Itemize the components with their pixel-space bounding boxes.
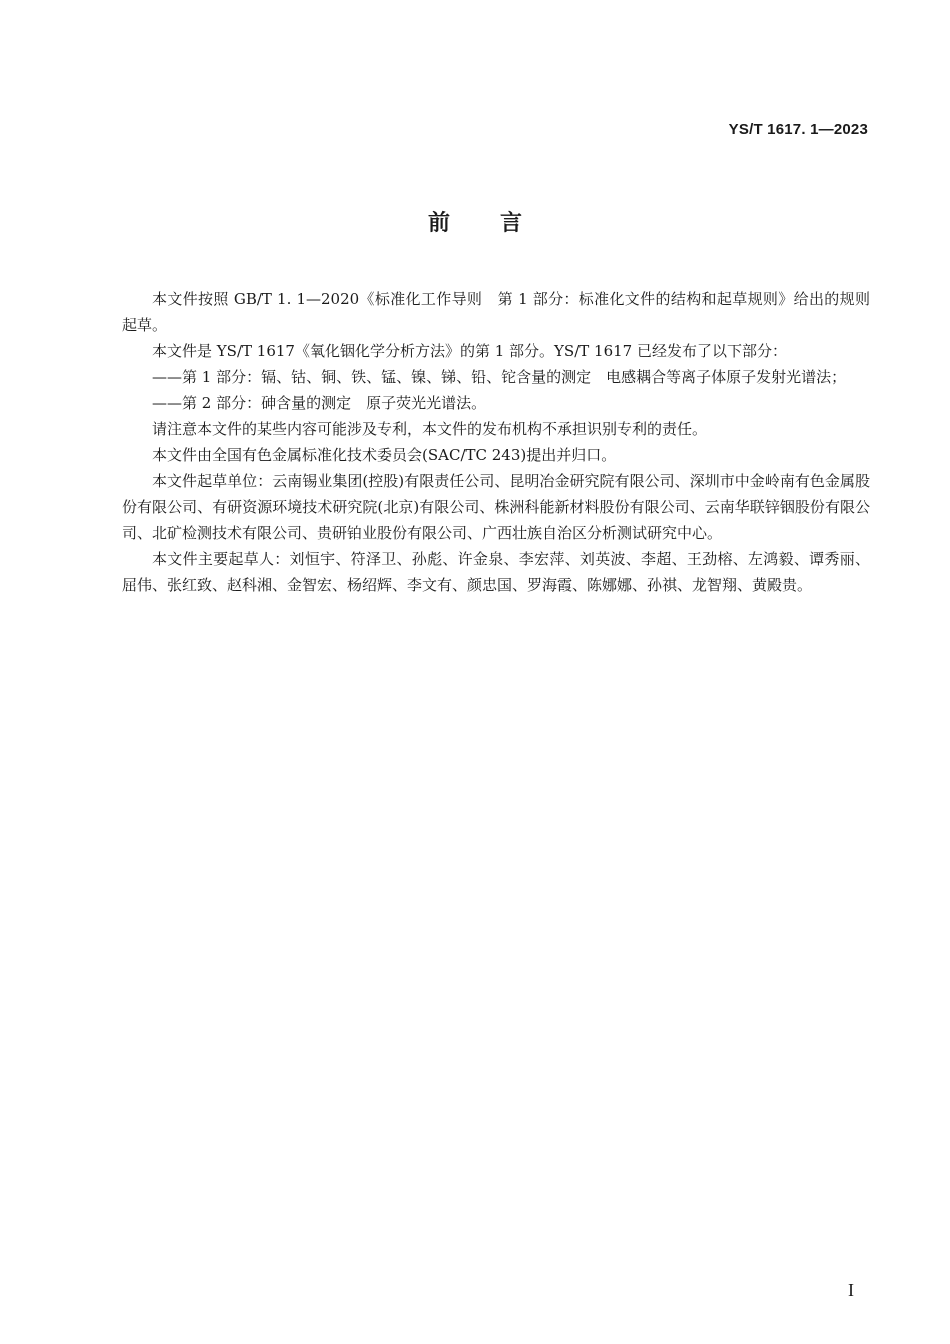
paragraph-drafters: 本文件主要起草人：刘恒宇、符泽卫、孙彪、许金泉、李宏萍、刘英波、李超、王劲榕、左鸿毅、谭秀丽、屈伟、张红致、赵科湘、金智宏、杨绍辉、李文有、颜忠国、罗海霞、陈娜娜、孙祺、龙智翔、黄殿贵。 [122, 550, 870, 594]
paragraph-drafting-units: 本文件起草单位：云南锡业集团(控股)有限责任公司、昆明冶金研究院有限公司、深圳市中金岭南有色金属股份有限公司、有研资源环境技术研究院(北京)有限公司、株洲科能新材料股份有限公司、云南华联锌铟股份有限公司、北矿检测技术有限公司、贵研铂业股份有限公司、广西壮族自治区分析测试研究中心。 [122, 472, 870, 542]
page-title: 前言 [427, 211, 572, 236]
paragraph-drafting-rules: 本文件按照 GB/T 1. 1—2020《标准化工作导则 第 1 部分：标准化文件的结构和起草规则》给出的规则起草。 [122, 290, 870, 334]
paragraph-proposer: 本文件由全国有色金属标准化技术委员会(SAC/TC 243)提出并归口。 [152, 446, 617, 464]
list-item-part-1: ——第 1 部分：镉、钴、铜、铁、锰、镍、锑、铅、铊含量的测定 电感耦合等离子体原子发射光谱法； [152, 368, 847, 386]
foreword-body [122, 286, 870, 598]
list-item-part-2: ——第 2 部分：砷含量的测定 原子荧光光谱法。 [152, 394, 487, 412]
document-number: YS/T 1617. 1—2023 [728, 121, 868, 138]
paragraph-patent-notice: 请注意本文件的某些内容可能涉及专利，本文件的发布机构不承担识别专利的责任。 [152, 420, 708, 438]
paragraph-part-info: 本文件是 YS/T 1617《氧化铟化学分析方法》的第 1 部分。YS/T 1617 已经发布了以下部分： [152, 342, 787, 360]
page-number: I [848, 1280, 854, 1300]
